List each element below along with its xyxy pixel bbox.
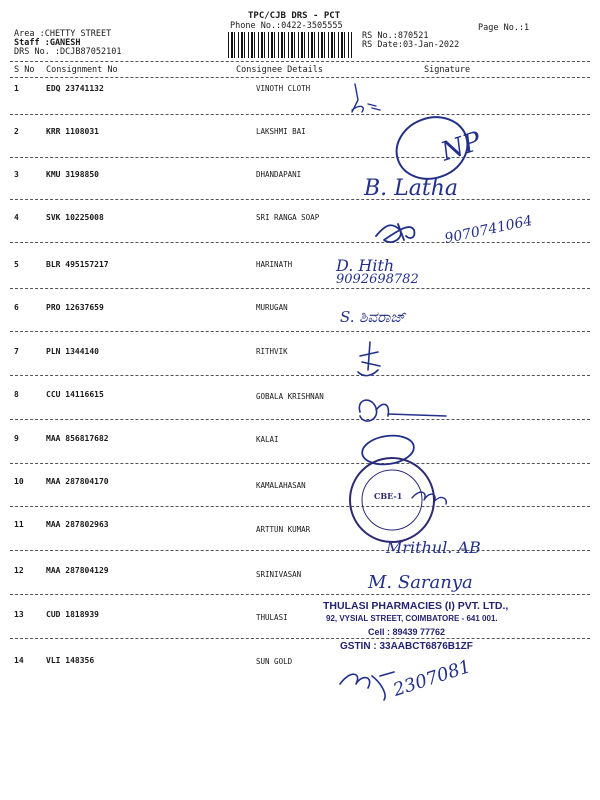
- row-sno: 13: [14, 610, 24, 619]
- row-sno: 9: [14, 434, 19, 443]
- row-consignee: KAMALAHASAN: [256, 481, 306, 490]
- row-consignment: BLR 495157217: [46, 260, 109, 269]
- signature-row-11: Mrithul. AB: [386, 538, 481, 557]
- row-consignment: MAA 287804129: [46, 566, 109, 575]
- row-consignment: SVK 10225008: [46, 213, 104, 222]
- divider: [10, 77, 590, 78]
- pharmacy-stamp-address: 92, VYSIAL STREET, COIMBATORE - 641 001.: [326, 614, 498, 623]
- divider: [10, 331, 590, 332]
- row-consignment: PRO 12637659: [46, 303, 104, 312]
- row-consignee: GOBALA KRISHNAN: [256, 392, 324, 401]
- divider: [10, 288, 590, 289]
- col-consignee: Consignee Details: [236, 65, 323, 75]
- signature-row-1: [352, 84, 380, 112]
- col-consignment: Consignment No: [46, 65, 118, 75]
- row-sno: 6: [14, 303, 19, 312]
- signature-row-5: D. Hith: [336, 256, 395, 275]
- signature-row-12: M. Saranya: [368, 572, 473, 593]
- divider: [10, 638, 590, 639]
- staff-label: Staff :GANESH: [14, 38, 81, 48]
- row-sno: 1: [14, 84, 19, 93]
- row-consignment: VLI 148356: [46, 656, 95, 665]
- row-consignment: KRR 1108031: [46, 127, 99, 136]
- row-consignee: VINOTH CLOTH: [256, 84, 311, 93]
- pharmacy-stamp-cell: Cell : 89439 77762: [368, 627, 446, 637]
- row-consignee: SRINIVASAN: [256, 570, 302, 579]
- row-consignee: DHANDAPANI: [256, 170, 302, 179]
- row-consignee: THULASI: [256, 613, 288, 622]
- signature-row-3: B. Latha: [364, 176, 459, 201]
- row-consignee: KALAI: [256, 435, 279, 444]
- col-sno: S No: [14, 65, 35, 75]
- row-consignment: PLN 1344140: [46, 347, 99, 356]
- divider: [10, 506, 590, 507]
- signature-row-5-phone: 9092698782: [336, 272, 419, 287]
- divider: [10, 550, 590, 551]
- signature-row-6: S. ಶಿವರಾಜ್: [340, 308, 406, 326]
- row-consignee: SUN GOLD: [256, 657, 293, 666]
- row-consignment: CUD 1818939: [46, 610, 99, 619]
- row-consignee: ARTTUN KUMAR: [256, 525, 311, 534]
- page-number: Page No.:1: [478, 23, 530, 33]
- row-sno: 3: [14, 170, 19, 179]
- row-sno: 10: [14, 477, 24, 486]
- signature-row-14-number: 2307081: [390, 656, 474, 701]
- row-consignee: SRI RANGA SOAP: [256, 213, 320, 222]
- seal-center-text: CBE-1: [374, 491, 403, 501]
- signature-np: NP: [437, 126, 485, 168]
- pharmacy-stamp-gstin: GSTIN : 33AABCT6876B1ZF: [340, 641, 473, 652]
- row-consignment: CCU 14116615: [46, 390, 104, 399]
- rs-date: RS Date:03-Jan-2022: [362, 40, 460, 50]
- divider: [10, 199, 590, 200]
- rs-number: RS No.:870521: [362, 31, 429, 41]
- row-sno: 8: [14, 390, 19, 399]
- row-sno: 4: [14, 213, 19, 222]
- row-consignee: RITHVIK: [256, 347, 288, 356]
- col-signature: Signature: [424, 65, 471, 75]
- row-consignment: MAA 856817682: [46, 434, 109, 443]
- row-consignee: MURUGAN: [256, 303, 288, 312]
- signature-row-8: [359, 400, 446, 421]
- row-sno: 2: [14, 127, 19, 136]
- pharmacy-stamp-name: THULASI PHARMACIES (I) PVT. LTD.,: [323, 600, 509, 612]
- row-consignment: KMU 3198850: [46, 170, 99, 179]
- signature-row-7: [358, 342, 380, 376]
- signature-row-14: [340, 672, 394, 700]
- row-consignment: MAA 287802963: [46, 520, 109, 529]
- barcode: [228, 32, 352, 58]
- document-title: TPC/CJB DRS - PCT: [248, 11, 341, 21]
- drs-number: DRS No. :DCJB87052101: [14, 47, 122, 57]
- row-consignee: HARINATH: [256, 260, 293, 269]
- row-sno: 14: [14, 656, 24, 665]
- divider: [10, 114, 590, 115]
- row-consignment: EDQ 23741132: [46, 84, 104, 93]
- row-consignment: MAA 287804170: [46, 477, 109, 486]
- divider: [10, 419, 590, 420]
- row-sno: 5: [14, 260, 19, 269]
- phone-number: Phone No.:0422-3505555: [230, 21, 343, 31]
- divider: [10, 61, 590, 62]
- area-label: Area :CHETTY STREET: [14, 29, 112, 39]
- divider: [10, 375, 590, 376]
- divider: [10, 463, 590, 464]
- divider: [10, 594, 590, 595]
- row-sno: 7: [14, 347, 19, 356]
- divider: [10, 157, 590, 158]
- row-consignee: LAKSHMI BAI: [256, 127, 306, 136]
- row-sno: 12: [14, 566, 24, 575]
- signature-row-4: [376, 224, 414, 242]
- signature-row-10: [412, 492, 446, 504]
- signature-row-4-phone: 9070741064: [443, 212, 534, 248]
- row-sno: 11: [14, 520, 24, 529]
- divider: [10, 242, 590, 243]
